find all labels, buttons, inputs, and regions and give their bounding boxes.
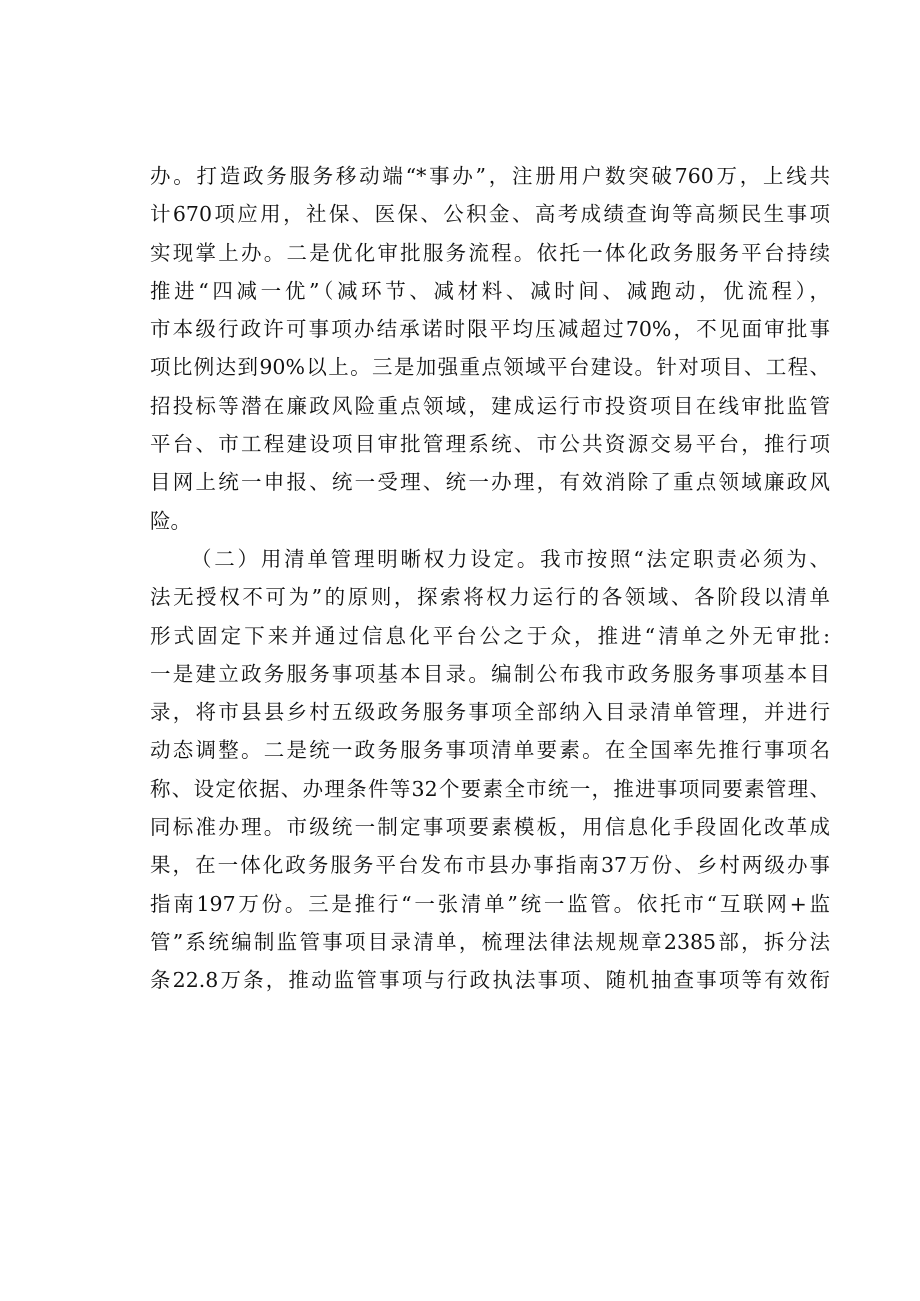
text-line: 果，在一体化政务服务平台发布市县办事指南37万份、乡村两级办事 — [150, 853, 830, 878]
text-line: 法无授权不可为”的原则，探索将权力运行的各领域、各阶段以清单 — [150, 585, 830, 610]
text-line: 录，将市县县乡村五级政务服务事项全部纳入目录清单管理，并进行 — [150, 700, 830, 725]
text-line: 实现掌上办。二是优化审批服务流程。依托一体化政务服务平台持续 — [150, 240, 830, 265]
text-line: 办。打造政务服务移动端“*事办”，注册用户数突破760万，上线共 — [150, 164, 830, 188]
text-line: 一是建立政务服务事项基本目录。编制公布我市政务服务事项基本目 — [150, 661, 830, 686]
document-body — [150, 157, 830, 1000]
text-line: 市本级行政许可事项办结承诺时限平均压减超过70%，不见面审批事 — [150, 317, 830, 342]
text-line: 管”系统编制监管事项目录清单，梳理法律法规规章2385部，拆分法 — [150, 929, 830, 954]
text-line: 动态调整。二是统一政务服务事项清单要素。在全国率先推行事项名 — [150, 738, 830, 763]
text-line: 险。 — [150, 508, 191, 533]
text-line: 同标准办理。市级统一制定事项要素模板，用信息化手段固化改革成 — [150, 815, 830, 840]
text-line: 招投标等潜在廉政风险重点领域，建成运行市投资项目在线审批监管 — [150, 393, 830, 418]
paragraph-heading-line: （二）用清单管理明晰权力设定。我市按照“法定职责必须为、 — [191, 546, 830, 571]
text-line: 计670项应用，社保、医保、公积金、高考成绩查询等高频民生事项 — [150, 202, 830, 227]
text-line: 平台、市工程建设项目审批管理系统、市公共资源交易平台，推行项 — [150, 432, 830, 457]
text-line: 项比例达到90%以上。三是加强重点领域平台建设。针对项目、工程、 — [150, 355, 830, 380]
text-line: 形式固定下来并通过信息化平台公之于众，推进“清单之外无审批: — [150, 623, 830, 648]
text-line: 目网上统一申报、统一受理、统一办理，有效消除了重点领域廉政风 — [150, 470, 830, 495]
text-line: 称、设定依据、办理条件等32个要素全市统一，推进事项同要素管理、 — [150, 776, 830, 801]
text-line: 推进“四减一优”（减环节、减材料、减时间、减跑动，优流程）， — [150, 278, 830, 303]
text-line: 指南197万份。三是推行“一张清单”统一监管。依托市“互联网+监 — [150, 891, 830, 916]
text-line: 条22.8万条，推动监管事项与行政执法事项、随机抽查事项等有效衔 — [150, 968, 830, 993]
